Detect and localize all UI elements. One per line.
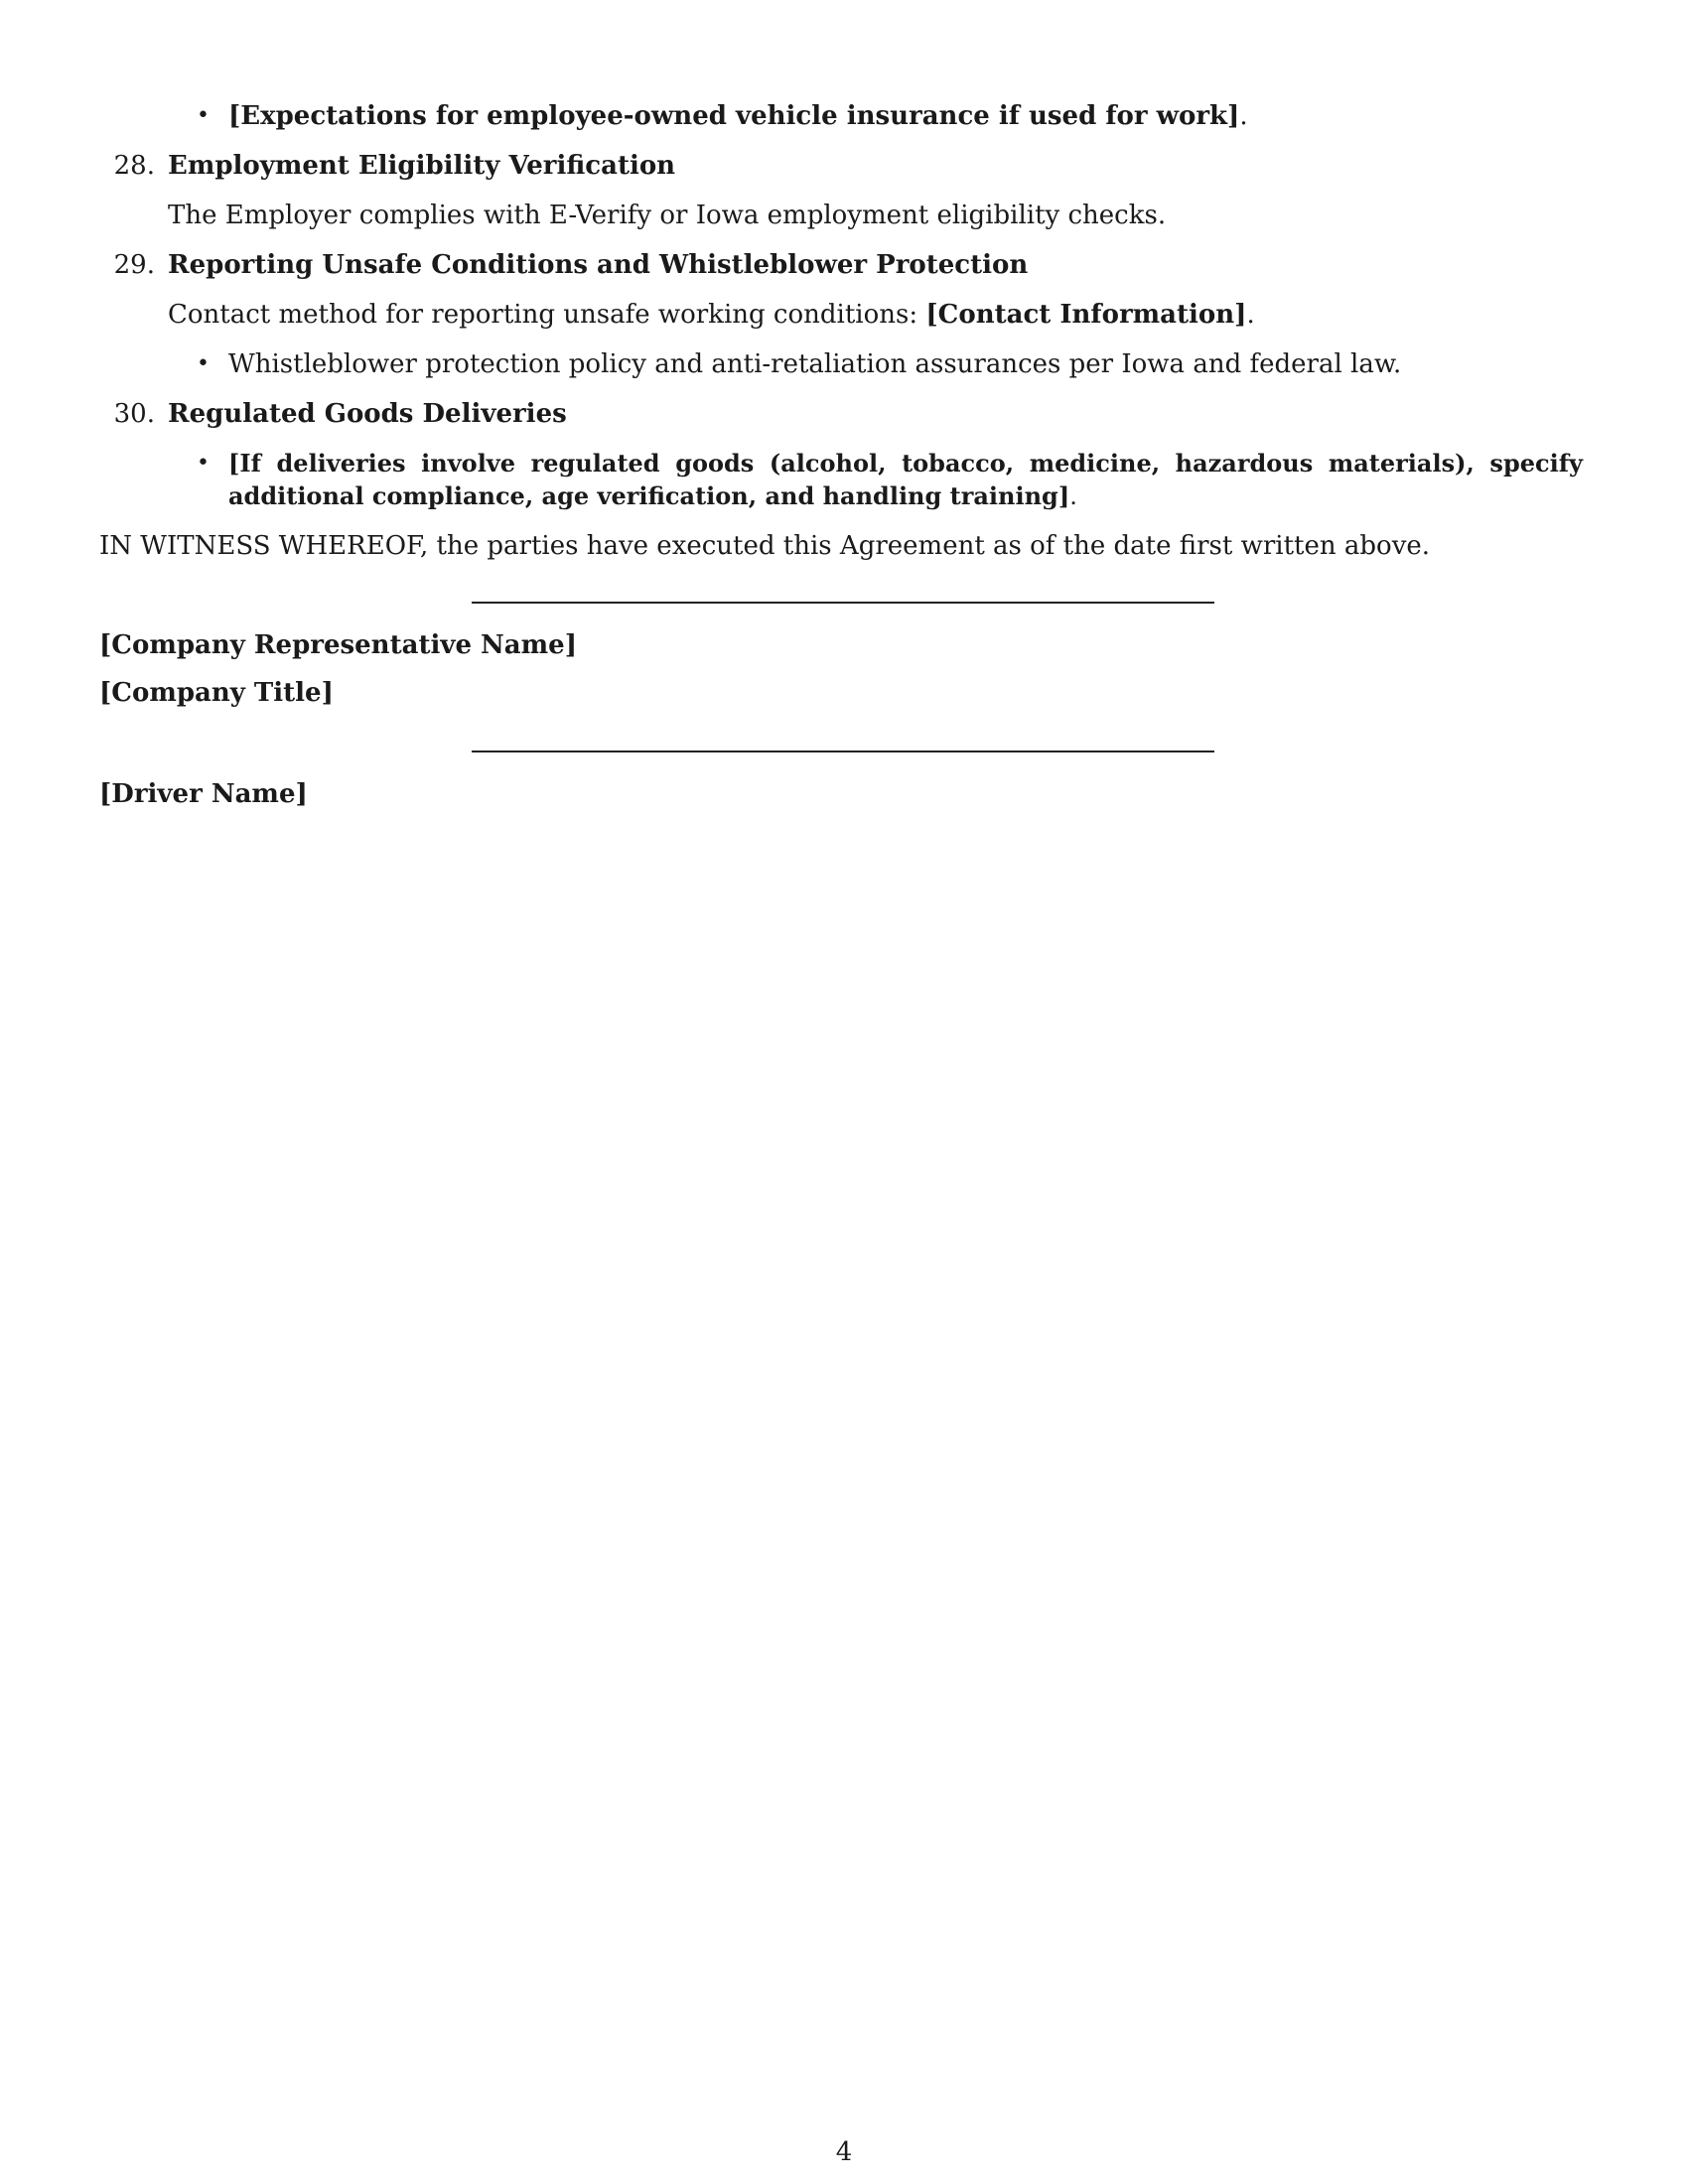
placeholder-contact-information: [Contact Information] — [925, 300, 1247, 330]
bullet-whistleblower: Whistleblower protection policy and anti-retaliation assurances per Iowa and federal law. — [228, 349, 1402, 379]
period: . — [1069, 482, 1077, 510]
section-body-28: The Employer complies with E-Verify or Iowa employment eligibility checks. — [168, 201, 1167, 230]
section-number-28: 28. — [113, 151, 155, 181]
bullet-regulated-goods — [228, 447, 1583, 513]
bullet-marker: • — [197, 451, 210, 476]
company-representative-name: [Company Representative Name] — [99, 630, 577, 660]
section-heading-29: Reporting Unsafe Conditions and Whistleblower Protection — [168, 250, 1029, 280]
section-heading-30: Regulated Goods Deliveries — [168, 399, 567, 429]
driver-name: [Driver Name] — [99, 779, 308, 809]
section-number-30: 30. — [113, 399, 155, 429]
section-number-29: 29. — [113, 250, 155, 280]
period: . — [1239, 101, 1248, 131]
company-title: [Company Title] — [99, 678, 334, 708]
contact-method-text: Contact method for reporting unsafe working conditions: — [168, 300, 926, 330]
witness-clause: IN WITNESS WHEREOF, the parties have executed this Agreement as of the date first written above. — [99, 531, 1431, 561]
section-body-29 — [168, 298, 1255, 332]
page-number: 4 — [835, 2137, 853, 2167]
placeholder-regulated-goods: [If deliveries involve regulated goods (alcohol, tobacco, medicine, hazardous materials), specify additional compliance, age verification, and handling training] — [228, 449, 1583, 510]
period: . — [1246, 300, 1255, 330]
bullet-vehicle-insurance — [228, 99, 1248, 133]
bullet-marker: • — [197, 351, 210, 376]
signature-line-company — [472, 602, 1214, 604]
placeholder-vehicle-insurance: [Expectations for employee-owned vehicle insurance if used for work] — [228, 101, 1240, 131]
signature-line-driver — [472, 751, 1214, 752]
section-heading-28: Employment Eligibility Verification — [168, 151, 676, 181]
bullet-marker: • — [197, 103, 210, 128]
